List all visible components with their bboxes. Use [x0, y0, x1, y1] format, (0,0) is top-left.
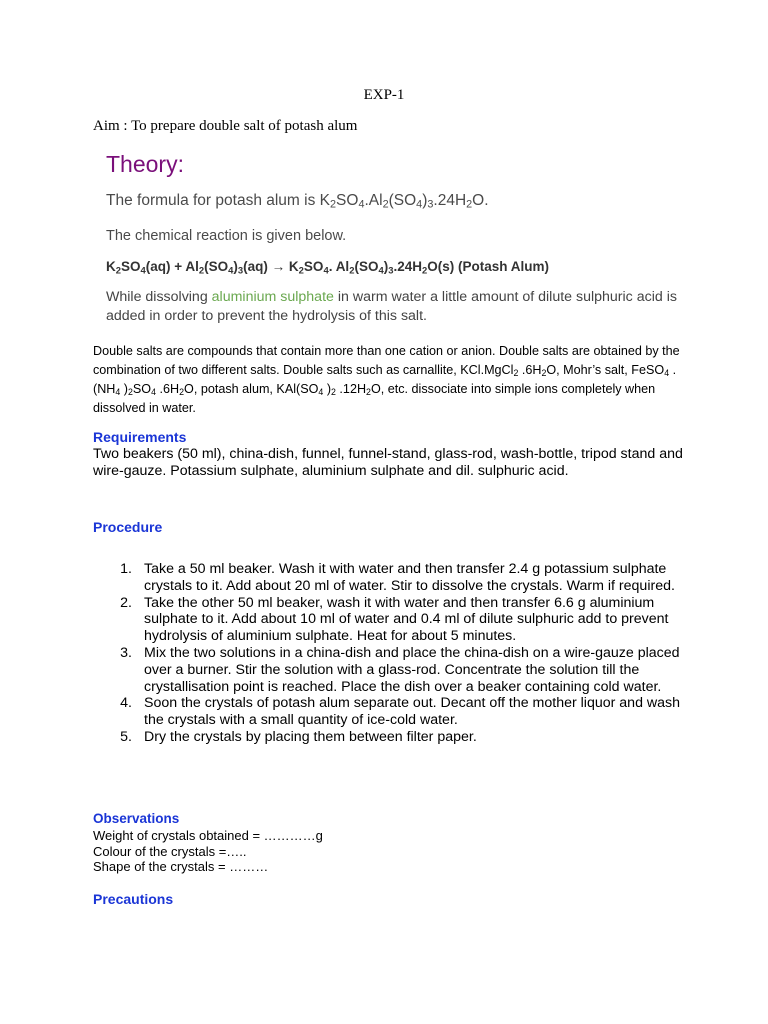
observation-line: Colour of the crystals =…..: [93, 843, 247, 859]
procedure-step: 5. Dry the crystals by placing them between filter paper.: [120, 728, 477, 745]
precautions-heading: Precautions: [93, 891, 174, 907]
procedure-step: 2. Take the other 50 ml beaker, wash it with water and then transfer 6.6 g aluminium sulphate to it. Add about 10 ml of water and 0.4 ml of dilute sulphuric add to prevent hydrolysis of aluminium sulphate. Heat for about 5 minutes.: [120, 594, 669, 645]
theory-heading: Theory:: [106, 151, 184, 177]
procedure-step: 3. Mix the two solutions in a china-dish and place the china-dish on a wire-gauze placed over a burner. Stir the solution with a glass-rod. Concentrate the solution till the crystallisation point is reached. Place the dish over a beaker containing cold water.: [120, 644, 680, 695]
procedure-step: 4. Soon the crystals of potash alum separate out. Decant off the mother liquor and wash the crystals with a small quantity of ice-cold water.: [120, 695, 681, 729]
chemical-reaction-equation: $K_2SO_4(aq) + Al_2(SO_4)_3(aq) \to K_2SO_4$. $Al_2(SO_4)_3.24H_2O(s)$ (Potash Alum): [106, 259, 550, 277]
requirements-heading: Requirements: [93, 429, 187, 445]
procedure-step: 1. Take a 50 ml beaker. Wash it with water and then transfer 2.4 g potassium sulphate crystals to it. Add about 20 ml of water. Stir to dissolve the crystals. Warm if required.: [120, 561, 675, 594]
procedure-steps: [93, 561, 683, 746]
potash-alum-formula: The formula for potash alum is $K_2SO_4.Al_2(SO_4)_3.24H_2O$.: [106, 192, 489, 211]
requirements-text: Two beakers (50 ml), china-dish, funnel, funnel-stand, glass-rod, wash-bottle, tripod stand and wire-gauze. Potassium sulphate, aluminium sulphate and dil. sulphuric acid.: [93, 446, 683, 479]
reaction-intro: The chemical reaction is given below.: [106, 228, 347, 244]
observation-line: Shape of the crystals = ………: [93, 859, 269, 874]
aluminium-sulphate-highlight: aluminium sulphate: [211, 289, 334, 305]
double-salt-paragraph: Double salts are compounds that contain more than one cation or anion. Double salts are obtained by the combination of two different salts. Double salts such as carnallite, KCl.MgCl$_2$ $.6H_2O$, Mohr’s salt, FeSO$_4$ $.(NH_4$ )$_2SO_4$ $.6H_2O$, potash alum, $KAl(SO_4$ )$_2$ $.12H_2O$, etc. dissociate into simple ions completely when dissolved in water.: [93, 344, 680, 415]
observation-line: Weight of crystals obtained = …………g: [93, 828, 323, 843]
observations-list: [93, 828, 323, 875]
observations-heading: Observations: [93, 811, 180, 826]
experiment-title: EXP-1: [363, 87, 405, 103]
dissolving-note: While dissolving aluminium sulphate in warm water a little amount of dilute sulphuric acid is added in order to prevent the hydrolysis of this salt.: [106, 289, 677, 324]
procedure-heading: Procedure: [93, 519, 163, 535]
aim-statement: Aim : To prepare double salt of potash alum: [93, 118, 358, 134]
theory-section: [106, 150, 706, 326]
